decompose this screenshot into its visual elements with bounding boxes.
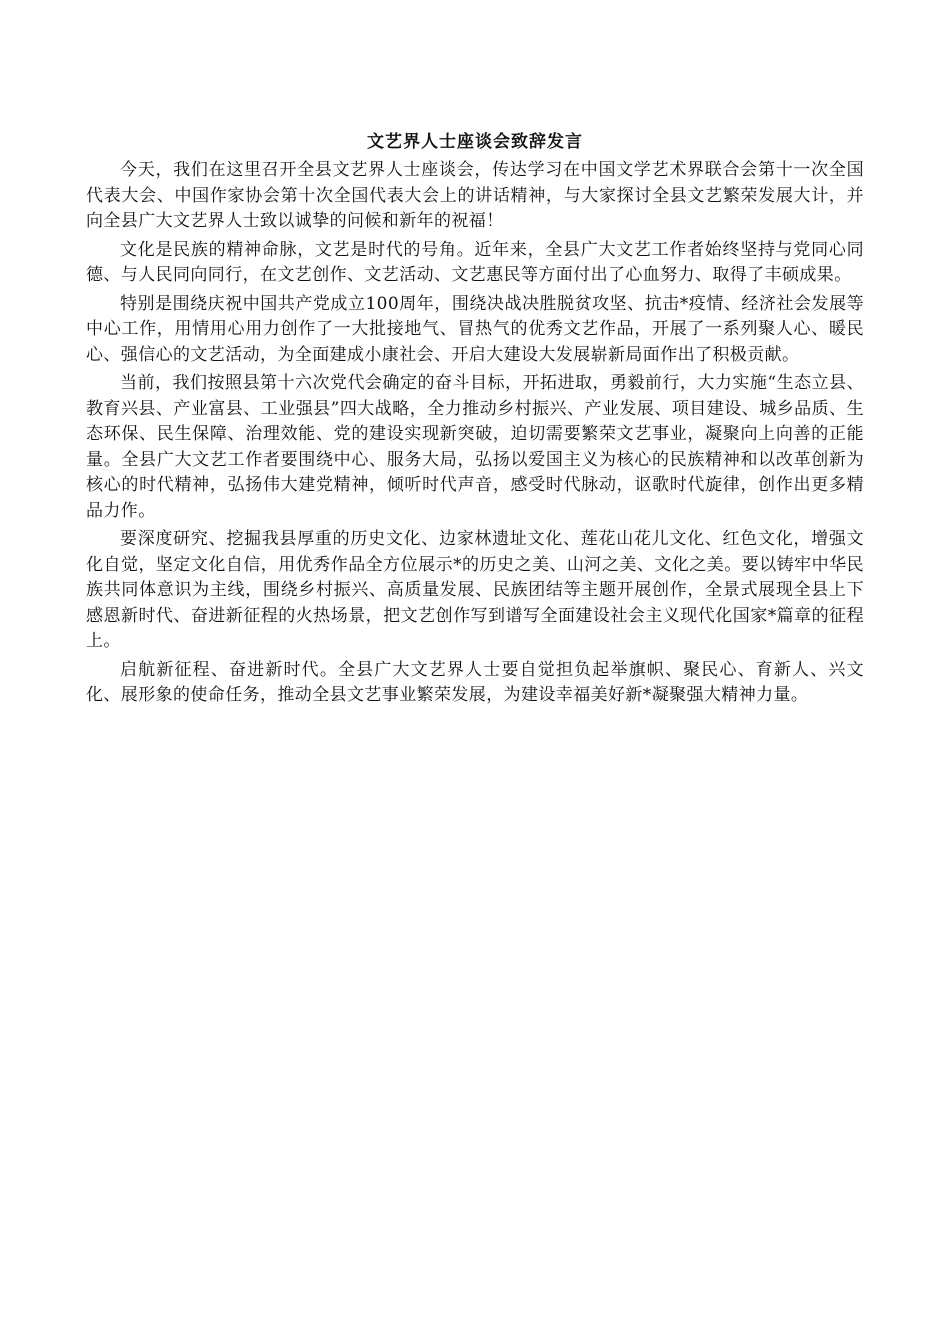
paragraph-3: 特别是围绕庆祝中国共产党成立100周年，围绕决战决胜脱贫攻坚、抗击*疫情、经济社会发展等中心工作，用情用心用力创作了一大批接地气、冒热气的优秀文艺作品，开展了一系列聚人心、暖民心、强信心的文艺活动，为全面建成小康社会、开启大建设大发展崭新局面作出了积极贡献。 <box>86 293 864 365</box>
paragraph-5: 要深度研究、挖掘我县厚重的历史文化、边家林遗址文化、莲花山花儿文化、红色文化，增强文化自觉，坚定文化自信，用优秀作品全方位展示*的历史之美、山河之美、文化之美。要以铸牢中华民族共同体意识为主线，围绕乡村振兴、高质量发展、民族团结等主题开展创作，全景式展现全县上下感恩新时代、奋进新征程的火热场景，把文艺创作写到谱写全面建设社会主义现代化国家*篇章的征程上。 <box>86 529 864 651</box>
paragraph-6: 启航新征程、奋进新时代。全县广大文艺界人士要自觉担负起举旗帜、聚民心、育新人、兴文化、展形象的使命任务，推动全县文艺事业繁荣发展，为建设幸福美好新*凝聚强大精神力量。 <box>86 659 864 705</box>
paragraph-2: 文化是民族的精神命脉，文艺是时代的号角。近年来，全县广大文艺工作者始终坚持与党同心同德、与人民同向同行，在文艺创作、文艺活动、文艺惠民等方面付出了心血努力、取得了丰硕成果。 <box>86 239 864 285</box>
paragraph-1: 今天，我们在这里召开全县文艺界人士座谈会，传达学习在中国文学艺术界联合会第十一次全国代表大会、中国作家协会第十次全国代表大会上的讲话精神，与大家探讨全县文艺繁荣发展大计，并向全县广大文艺界人士致以诚挚的问候和新年的祝福！ <box>86 160 864 231</box>
document-body <box>86 128 864 712</box>
document-title: 文艺界人士座谈会致辞发言 <box>367 132 583 152</box>
paragraph-4: 当前，我们按照县第十六次党代会确定的奋斗目标，开拓进取，勇毅前行，大力实施“生态立县、教育兴县、产业富县、工业强县”四大战略，全力推动乡村振兴、产业发展、项目建设、城乡品质、生态环保、民生保障、治理效能、党的建设实现新突破，迫切需要繁荣文艺事业，凝聚向上向善的正能量。全县广大文艺工作者要围绕中心、服务大局，弘扬以爱国主义为核心的民族精神和以改革创新为核心的时代精神，弘扬伟大建党精神，倾听时代声音，感受时代脉动，讴歌时代旋律，创作出更多精品力作。 <box>86 373 864 521</box>
